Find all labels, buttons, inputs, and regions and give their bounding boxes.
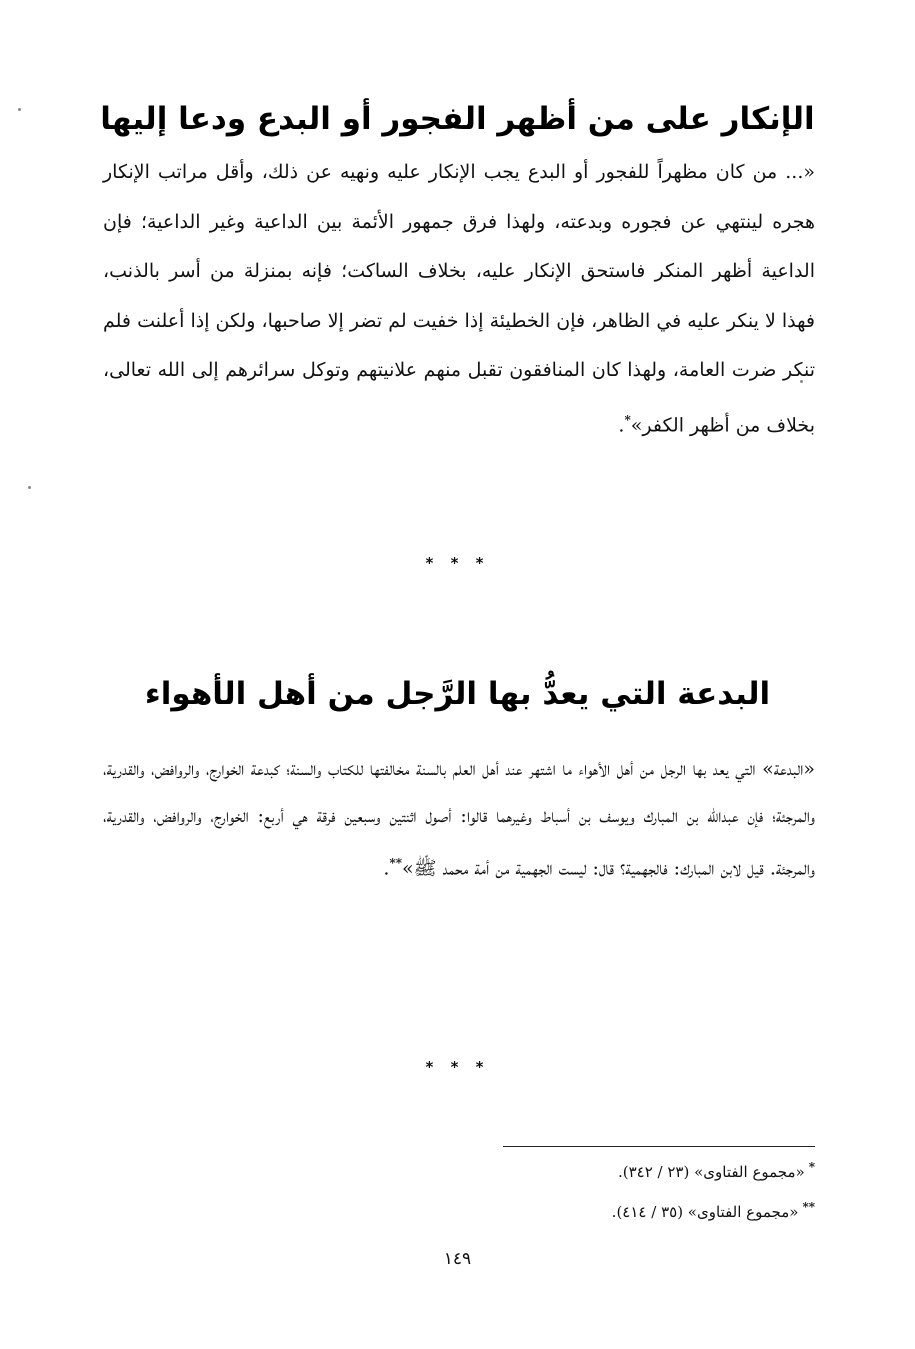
footnote-2-mark: **	[802, 1200, 815, 1214]
section-separator-2: * * *	[425, 1058, 490, 1076]
paragraph-1	[103, 148, 815, 450]
section-heading-2: البدعة التي يعدُّ بها الرَّجل من أهل الأهواء	[144, 676, 771, 712]
footnote-2	[612, 1200, 815, 1221]
page-number: ١٤٩	[443, 1249, 472, 1269]
paragraph-1-text: «... من كان مظهراً للفجور أو البدع يجب الإنكار عليه ونهيه عن ذلك، وأقل مراتب الإنكار هجره لينتهي عن فجوره وبدعته، ولهذا فرق جمهور الأئمة بين الداعية وغير الداعية؛ فإن الداعية أظهر المنكر فاستحق الإنكار عليه، بخلاف الساكت؛ فإنه بمنزلة من أسر بالذنب، فهذا لا ينكر عليه في الظاهر، فإن الخطيئة إذا خفيت لم تضر إلا صاحبها، ولكن إذا أعلنت فلم تنكر ضرت العامة، ولهذا كان المنافقون تقبل منهم علانيتهم وتوكل سرائرهم إلى الله تعالى، بخلاف من أظهر الكفر»	[103, 161, 816, 436]
footnote-marker-2[interactable]: **	[389, 856, 402, 870]
scan-speck	[18, 108, 21, 111]
section-separator-1: * * *	[425, 554, 490, 572]
footnote-divider	[503, 1146, 815, 1147]
period: .	[618, 413, 625, 436]
footnote-2-text: «مجموع الفتاوى» (٣٥ / ٤١٤).	[611, 1203, 799, 1221]
paragraph-2	[103, 746, 815, 892]
footnote-1	[618, 1160, 815, 1181]
section-heading-1: الإنكار على من أظهر الفجور أو البدع ودعا إليها	[100, 100, 815, 137]
footnote-1-text: «مجموع الفتاوى» (٢٣ / ٣٤٢).	[617, 1163, 805, 1181]
paragraph-2-text: «البدعة» التي يعد بها الرجل من أهل الأهواء ما اشتهر عند أهل العلم بالسنة مخالفتها للكتاب والسنة؛ كبدعة الخوارج، والروافض، والقدرية، والمرجئة؛ فإن عبدالله بن المبارك ويوسف بن أسباط وغيرهما قالوا: أصول اثنتين وسبعين فرقة هي أربع: الخوارج، والروافض، والقدرية، والمرجئة. قيل لابن المبارك: فالجهمية؟ قال: ليست الجهمية من أمة محمد ﷺ»	[103, 758, 815, 880]
period: .	[383, 857, 390, 880]
footnote-marker-1[interactable]: *	[624, 412, 631, 427]
scan-speck	[28, 486, 31, 489]
footnote-1-mark: *	[808, 1160, 815, 1174]
